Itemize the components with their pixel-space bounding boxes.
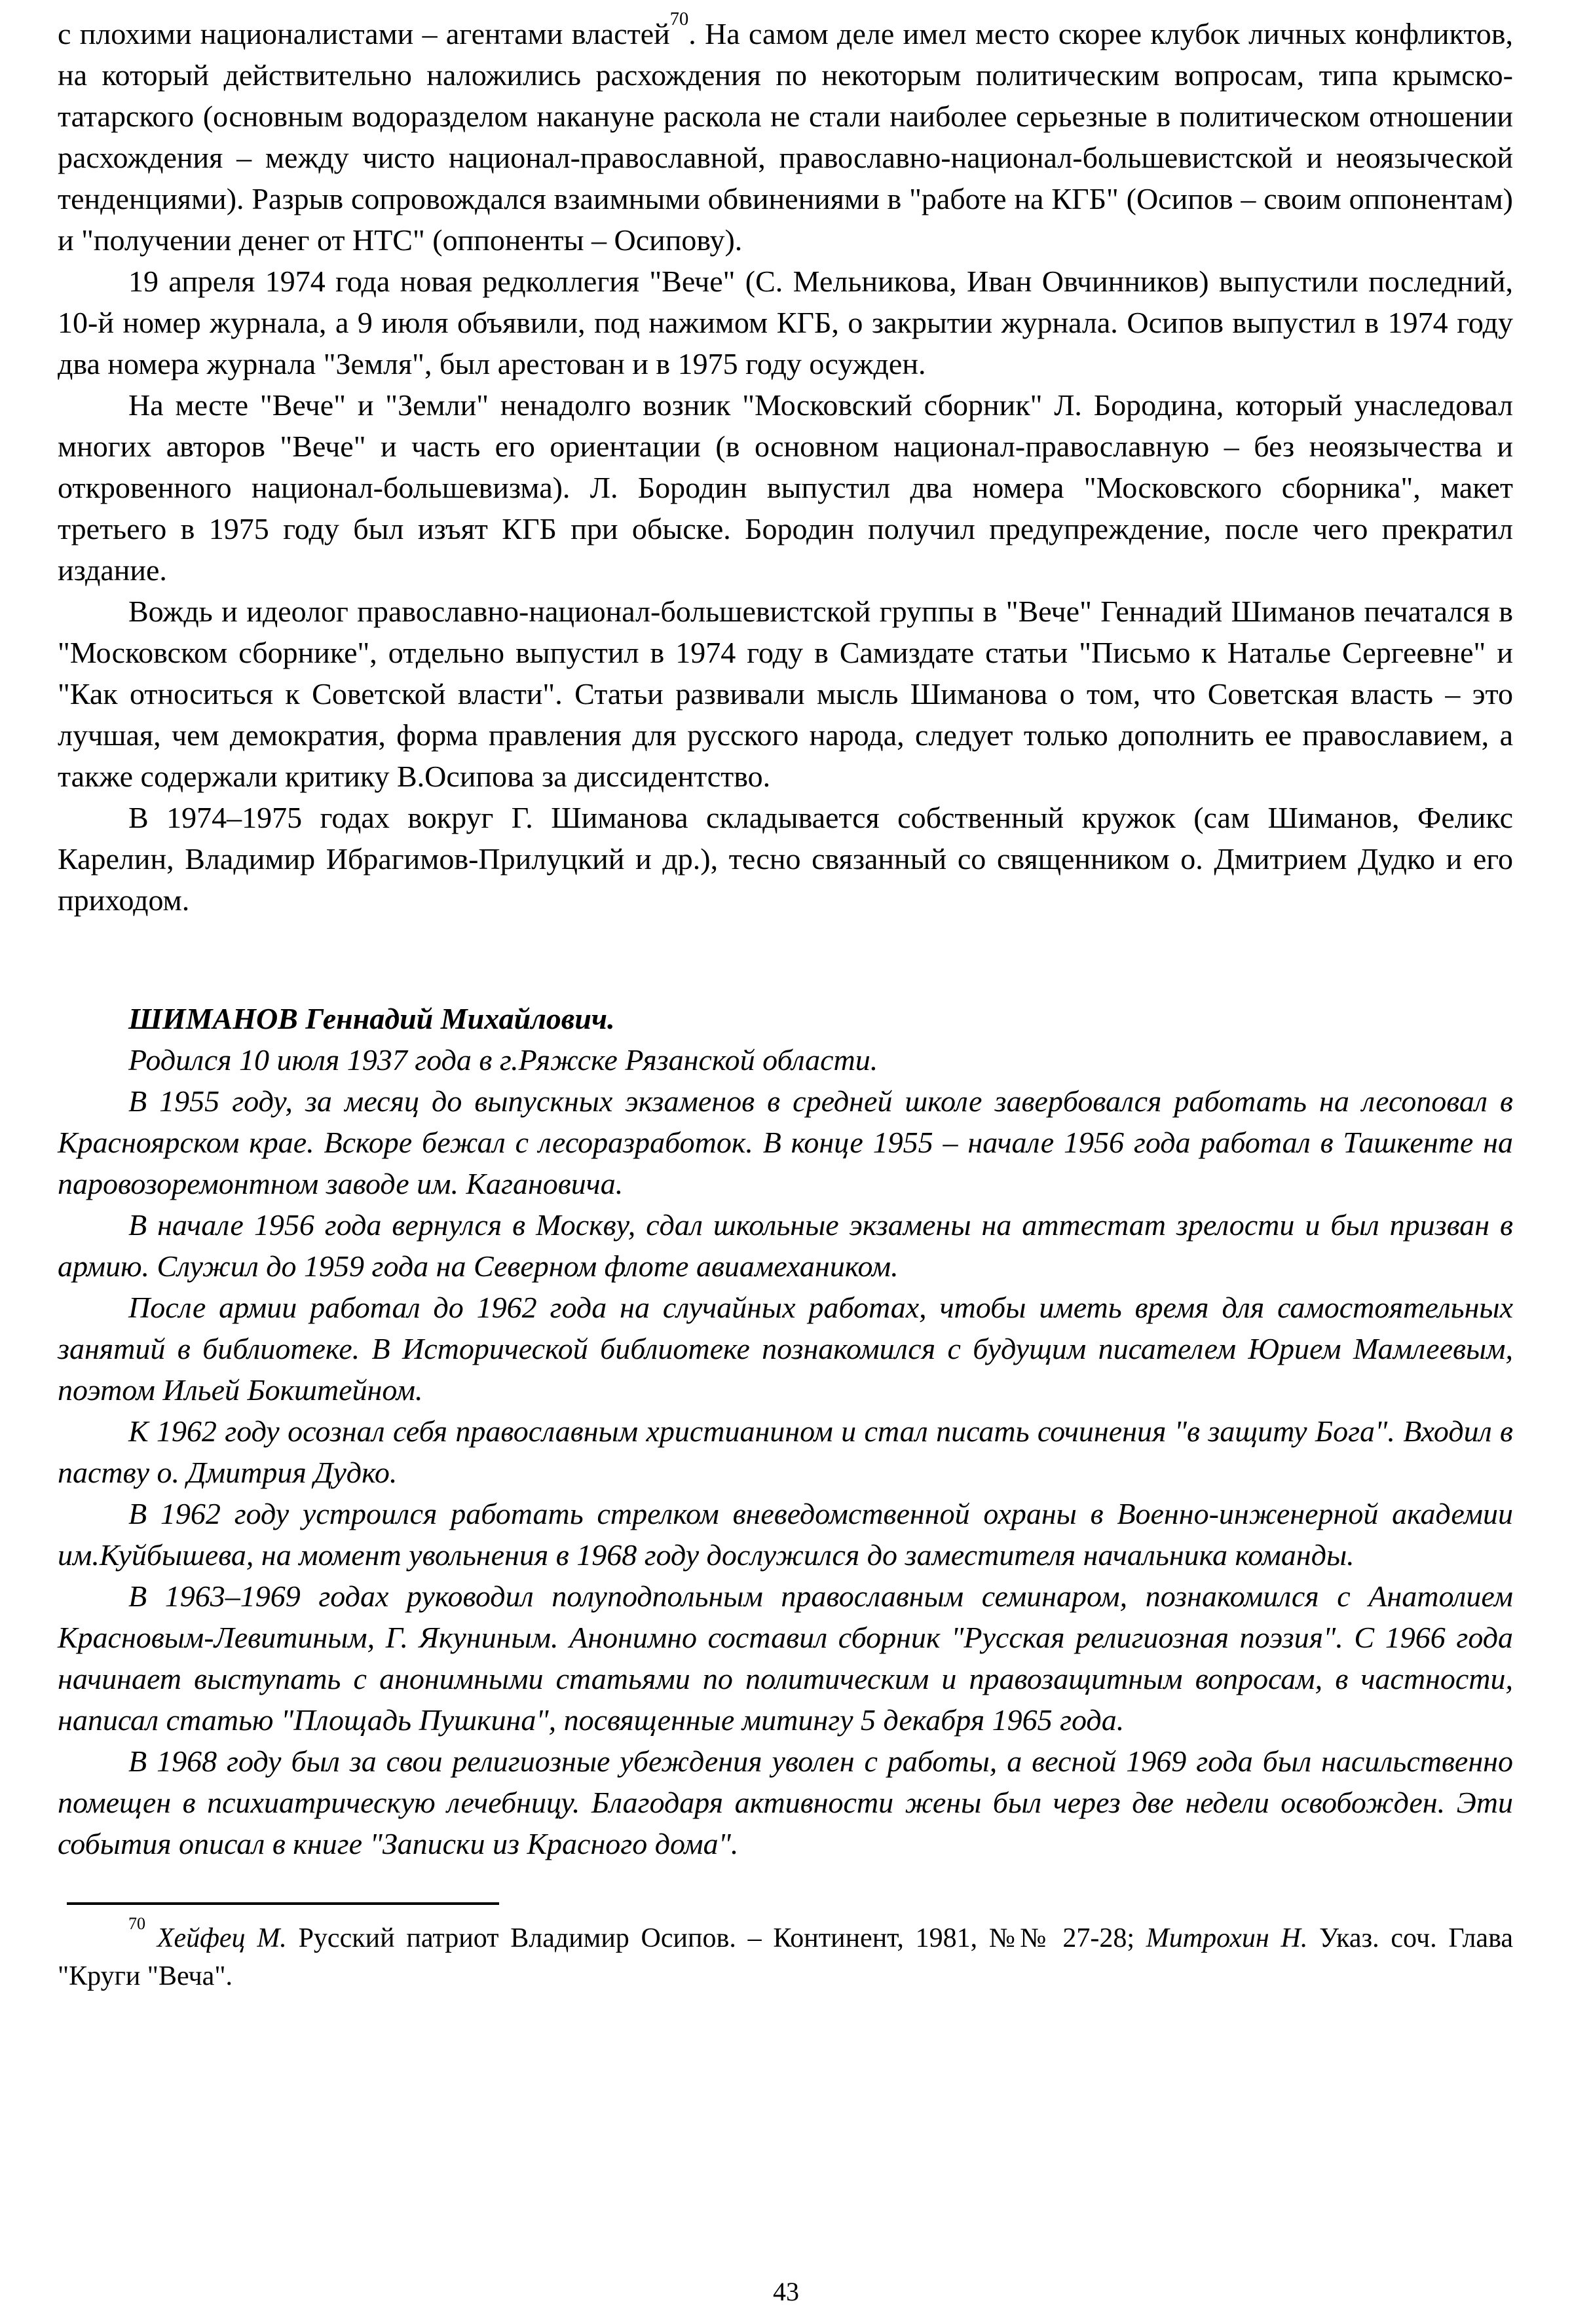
body-paragraph	[58, 384, 1513, 591]
bio-paragraph	[58, 1287, 1513, 1411]
text-run: В 1968 году был за свои религиозные убеждения уволен с работы, а весной 1969 года был насильственно помещен в психиатрическую лечебницу. Благодаря активности жены был через две недели освобожден. Эти события описал в книге "Записки из Красного дома".	[58, 1744, 1513, 1860]
footnote-marker: 70	[128, 1914, 146, 1934]
main-text-block	[58, 9, 1513, 1864]
bio-paragraph	[58, 1204, 1513, 1287]
text-run: После армии работал до 1962 года на случайных работах, чтобы иметь время для самостоятельных занятий в библиотеке. В Исторической библиотеке познакомился с будущим писателем Юрием Мамлеевым, поэтом Ильей Бокштейном.	[58, 1291, 1513, 1407]
bio-paragraph	[58, 1741, 1513, 1864]
text-run: с плохими националистами – агентами властей	[58, 17, 670, 50]
footnote-text	[58, 1914, 1513, 1995]
bio-paragraph	[58, 1493, 1513, 1576]
section-heading	[58, 998, 1513, 1039]
body-paragraph	[58, 591, 1513, 797]
text-run: В 1963–1969 годах руководил полуподпольным православным семинаром, познакомился с Анатолием Красновым-Левитиным, Г. Якуниным. Анонимно составил сборник "Русская религиозная поэзия". С 1966 года начинает выступать с анонимными статьями по политическим и правозащитным вопросам, в частности, написал статью "Площадь Пушкина", посвященные митингу 5 декабря 1965 года.	[58, 1579, 1513, 1737]
body-paragraph	[58, 261, 1513, 384]
body-paragraph	[58, 9, 1513, 261]
footnote-area	[58, 1902, 1513, 1995]
text-run: Вождь и идеолог православно-национал-большевистской группы в "Вече" Геннадий Шиманов печатался в "Московском сборнике", отдельно выпустил в 1974 году в Самиздате статьи "Письмо к Наталье Сергеевне" и "Как относиться к Советской власти". Статьи развивали мысль Шиманова о том, что Советская власть – это лучшая, чем демократия, форма правления для русского народа, следует только дополнить ее православием, а также содержали критику В.Осипова за диссидентство.	[58, 595, 1513, 793]
text-run: В 1974–1975 годах вокруг Г. Шиманова складывается собственный кружок (сам Шиманов, Феликс Карелин, Владимир Ибрагимов-Прилуцкий и др.), тесно связанный со священником о. Дмитрием Дудко и его приходом.	[58, 801, 1513, 917]
text-run: К 1962 году осознал себя православным христианином и стал писать сочинения "в защиту Бога". Входил в паству о. Дмитрия Дудко.	[58, 1414, 1513, 1489]
footnote-marker: 70	[669, 9, 689, 29]
text-run: Русский патриот Владимир Осипов. – Континент, 1981, №№ 27-28;	[286, 1923, 1146, 1953]
text-run: В 1955 году, за месяц до выпускных экзаменов в средней школе завербовался работать на лесоповал в Красноярском крае. Вскоре бежал с лесоразработок. В конце 1955 – начале 1956 года работал в Ташкенте на паровозоремонтном заводе им. Кагановича.	[58, 1084, 1513, 1200]
body-paragraph	[58, 797, 1513, 921]
text-run: В 1962 году устроился работать стрелком вневедомственной охраны в Военно-инженерной академии им.Куйбышева, на момент увольнения в 1968 году дослужился до заместителя начальника команды.	[58, 1497, 1513, 1572]
text-run: ШИМАНОВ Геннадий Михайлович.	[128, 1002, 615, 1035]
bio-paragraph	[58, 1039, 1513, 1080]
text-run: В начале 1956 года вернулся в Москву, сдал школьные экзамены на аттестат зрелости и был призван в армию. Служил до 1959 года на Северном флоте авиамехаником.	[58, 1208, 1513, 1283]
text-run: На месте "Вече" и "Земли" ненадолго возник "Московский сборник" Л. Бородина, который унаследовал многих авторов "Вече" и часть его ориентации (в основном национал-православную – без неоязычества и откровенного национал-большевизма). Л. Бородин выпустил два номера "Московского сборника", макет третьего в 1975 году был изъят КГБ при обыске. Бородин получил предупреждение, после чего прекратил издание.	[58, 388, 1513, 587]
text-run	[145, 1923, 157, 1953]
text-run: 19 апреля 1974 года новая редколлегия "Вече" (С. Мельникова, Иван Овчинников) выпустили последний, 10-й номер журнала, а 9 июля объявили, под нажимом КГБ, о закрытии журнала. Осипов выпустил в 1974 году два номера журнала "Земля", был арестован и в 1975 году осужден.	[58, 265, 1513, 380]
bio-paragraph	[58, 1576, 1513, 1741]
text-run: Родился 10 июля 1937 года в г.Ряжске Рязанской области.	[128, 1043, 878, 1077]
page-number: 43	[773, 2277, 799, 2306]
text-run: Указ. соч. Глава "Круги "Веча".	[58, 1923, 1513, 1991]
bio-paragraph	[58, 1411, 1513, 1493]
text-run: Хейфец М.	[157, 1923, 287, 1953]
footnote-divider	[67, 1902, 499, 1905]
bio-paragraph	[58, 1080, 1513, 1204]
text-run: Митрохин Н.	[1146, 1923, 1308, 1953]
text-run: . На самом деле имел место скорее клубок личных конфликтов, на который действительно наложились расхождения по некоторым политическим вопросам, типа крымско-татарского (основным водоразделом накануне раскола не стали наиболее серьезные в политическом отношении расхождения – между чисто национал-православной, православно-национал-большевистской и неоязыческой тенденциями). Разрыв сопровождался взаимными обвинениями в "работе на КГБ" (Осипов – своим оппонентам) и "получении денег от НТС" (оппоненты – Осипову).	[58, 17, 1513, 257]
